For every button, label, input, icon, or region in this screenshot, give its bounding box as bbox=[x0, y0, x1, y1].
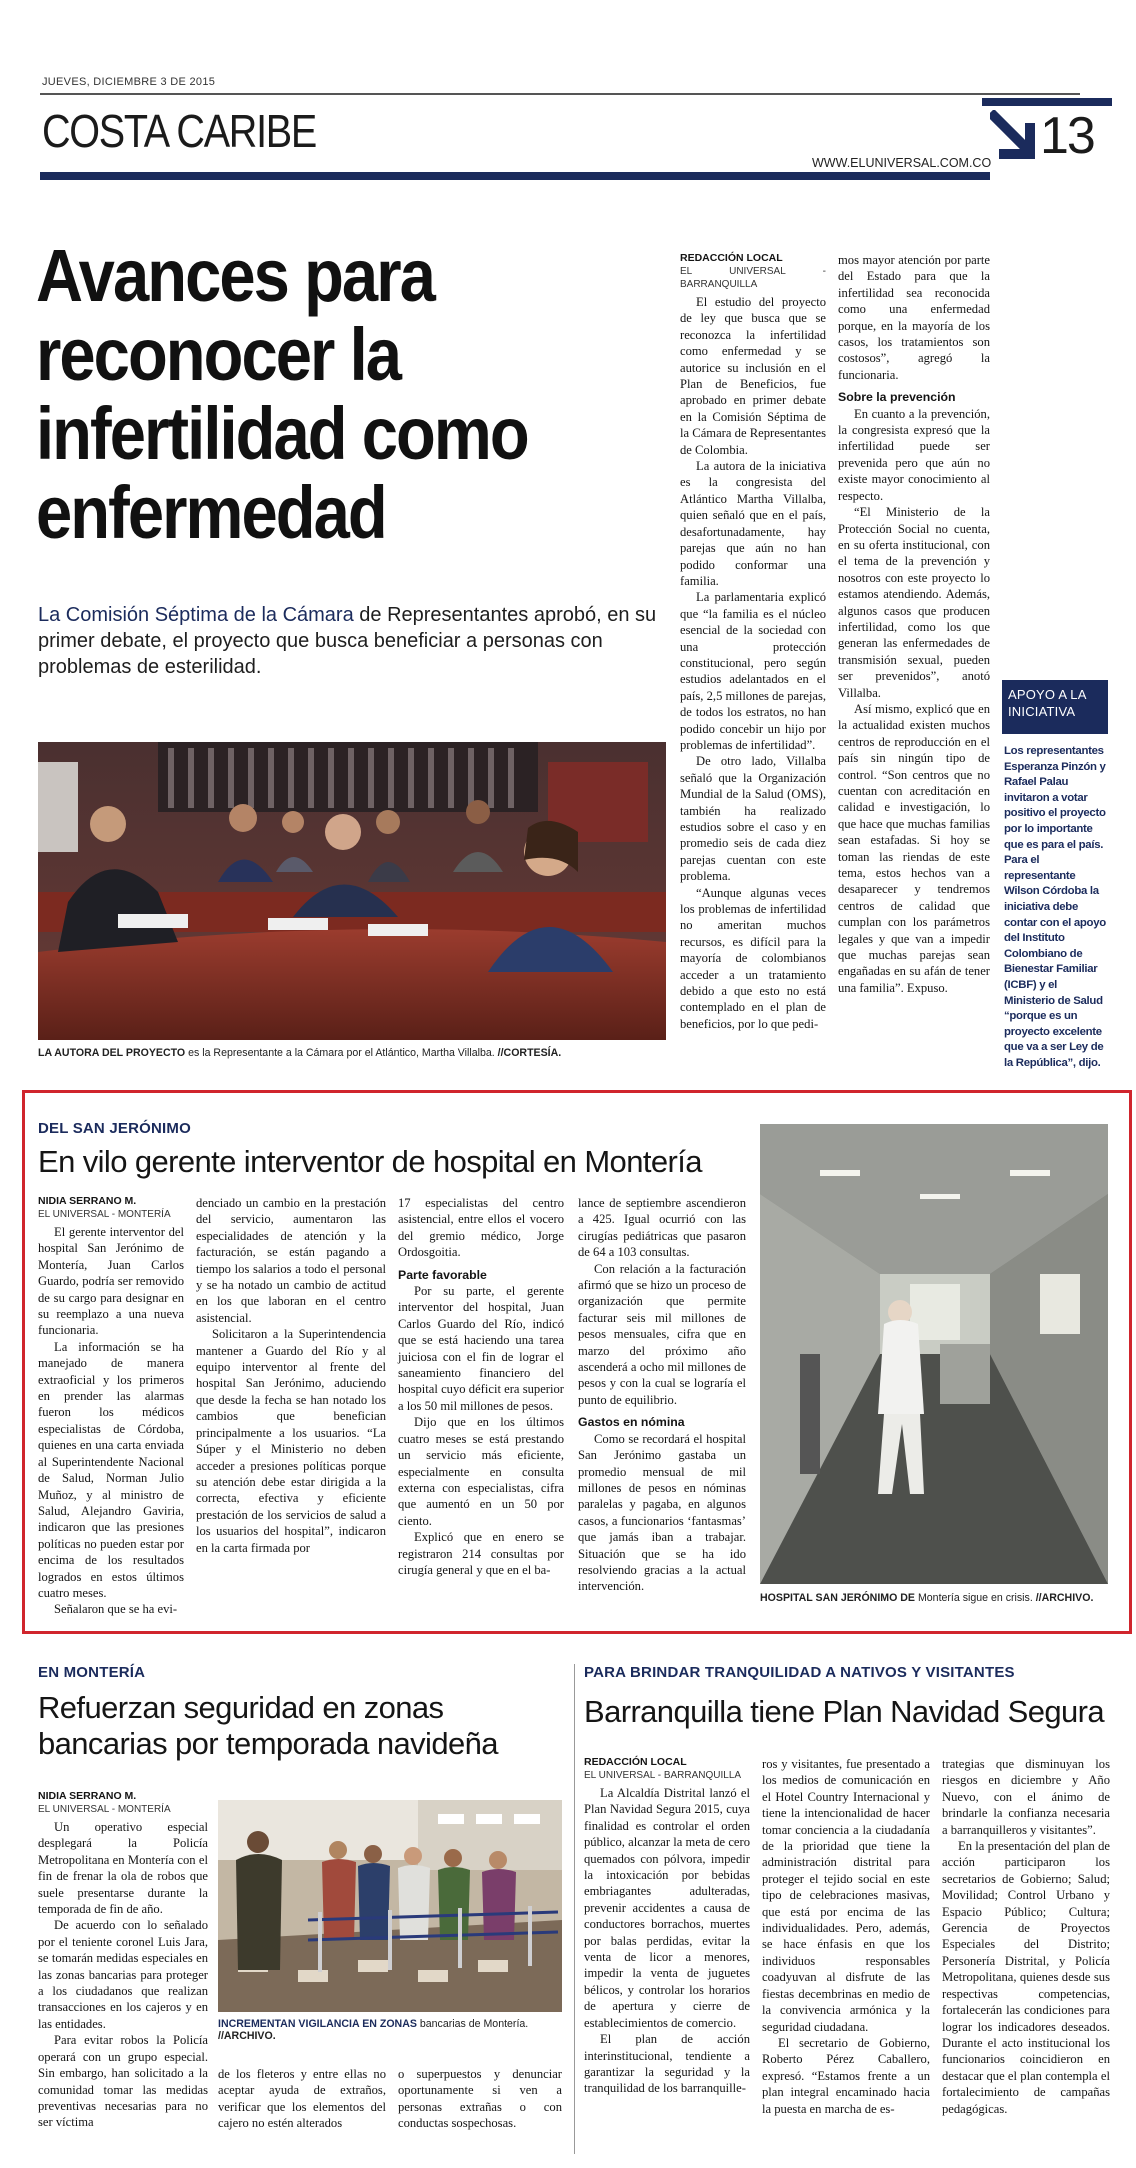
paragraph: Para evitar robos la Policía operará con un grupo especial. Sin embargo, han solicitado a la comunidad tomar las medidas preventivas necesarias para no ser víctima bbox=[38, 2033, 208, 2130]
paragraph: Dijo que en los últimos cuatro meses se está prestando un servicio más eficiente, especialmente en consulta externa con especialistas, cifra que aumentó en un 50 por ciento. bbox=[398, 1415, 564, 1528]
seguridad-column-1 bbox=[38, 1790, 208, 2131]
paragraph: “El Ministerio de la Protección Social no cuenta, en su oferta institucional, con el tema de la prevención y nosotros con este proyecto lo estamos atendiendo. Además, algunos casos que producen infertilidad, como los que generan las enfermedades de transmisión sexual, pueden ser prevenidos”, anotó Villalba. bbox=[838, 505, 990, 700]
paragraph: De otro lado, Villalba señaló que la Organización Mundial de la Salud (OMS), también ha realizado estudios sobre el caso y en promedio seis de cada diez parejas cuentan con este problema. bbox=[680, 754, 826, 884]
paragraph: ros y visitantes, fue presentado a los medios de comunicación en el Hotel Country Internacional y tiene la intencionalidad de hacer tomar conciencia a la ciudadanía de la prioridad que tiene la administración distrital para proteger el tejido social en este tipo de celebraciones masivas, que está por encima de las individualidades. Pero, además, se hace énfasis en que los individuos responsables coadyuvan al disfrute de las fiestas decembrinas en medio de la convivencia armónica y la seguridad ciudadana. bbox=[762, 1757, 930, 2034]
seguridad-byline-place: EL UNIVERSAL - MONTERÍA bbox=[38, 1804, 171, 1815]
hospital-column-1 bbox=[38, 1195, 184, 1618]
hospital-column-4 bbox=[578, 1195, 746, 1595]
hospital-caption-text: Montería sigue en crisis. bbox=[915, 1592, 1036, 1604]
hospital-photo-caption bbox=[760, 1592, 1120, 1604]
seguridad-byline-author: NIDIA SERRANO M. bbox=[38, 1790, 137, 1802]
lead-byline-author: REDACCIÓN LOCAL bbox=[680, 252, 783, 264]
hospital-subhead-1: Parte favorable bbox=[398, 1267, 487, 1282]
seguridad-photo-credit: //ARCHIVO. bbox=[218, 2030, 276, 2042]
edition-date: JUEVES, DICIEMBRE 3 DE 2015 bbox=[42, 76, 216, 88]
committee-photo-illustration bbox=[38, 742, 666, 1040]
paragraph: Por su parte, el gerente interventor del hospital, Juan Carlos Guardo del Río, indicó que se está haciendo una tarea juiciosa con el fin de lograr el saneamiento financiero del hospital cuyo déficit era superior a los 50 mil millones de pesos. bbox=[398, 1284, 564, 1413]
paragraph: de los fleteros y entre ellas no aceptar ayuda de extraños, verificar que los elementos del cajero no estén alterados bbox=[218, 2067, 386, 2131]
paragraph: mos mayor atención por parte del Estado para que la infertilidad sea reconocida como una enfermedad porque, en la mayoría de los casos, los tratamientos son costosos”, agregó la funcionaria. bbox=[838, 253, 990, 382]
column-divider bbox=[574, 1664, 575, 2154]
hospital-photo bbox=[760, 1124, 1108, 1584]
navidad-kicker: PARA BRINDAR TRANQUILIDAD A NATIVOS Y VISITANTES bbox=[584, 1664, 1015, 1681]
page-number-box bbox=[982, 98, 1112, 194]
lead-byline-place: EL UNIVERSAL - BARRANQUILLA bbox=[680, 266, 826, 290]
seguridad-photo-caption bbox=[218, 2018, 578, 2042]
navidad-column-1 bbox=[584, 1756, 750, 2097]
paragraph: El secretario de Gobierno, Roberto Pérez Caballero, expresó. “Estamos frente a un plan integral encaminado hacia la puesta en marcha de es- bbox=[762, 2035, 930, 2116]
hospital-byline-place: EL UNIVERSAL - MONTERÍA bbox=[38, 1209, 171, 1220]
sidebar-title: APOYO A LA INICIATIVA bbox=[1008, 687, 1086, 719]
lead-caption-text: es la Representante a la Cámara por el Atlántico, Martha Villalba. bbox=[185, 1047, 498, 1059]
header-top-rule bbox=[40, 93, 1080, 95]
seguridad-column-2 bbox=[218, 2066, 386, 2132]
paragraph: Como se recordará el hospital San Jerónimo gastaba un promedio mensual de mil millones de pesos en nóminas paralelas y pagaba, en algunos casos, a funcionarios ‘fantasmas’ que jamás iban a trabajar. Situación que se ha ido resolviendo gracias a la actual intervención. bbox=[578, 1431, 746, 1594]
paragraph: o superpuestos y denunciar oportunamente si ven a personas extrañas o con conductas sospechosas. bbox=[398, 2067, 562, 2131]
navidad-headline: Barranquilla tiene Plan Navidad Segura bbox=[584, 1694, 1105, 1729]
seguridad-caption-text: bancarias de Montería. bbox=[416, 2018, 529, 2030]
paragraph: En la presentación del plan de acción participaron los secretarios de Gobierno; Salud; Movilidad; Control Urbano y Espacio Público; Cultura; Gerencia de Proyectos Especiales del Distrito; Personería Distrital, y Policía Metropolitana, quienes desde sus respectivas competencias, fortalecerán las condiciones para lograr los indicadores deseados. Durante el acto institucional los funcionarios coincidieron en destacar que el plan contempla el fortalecimiento de campañas pedagógicas. bbox=[942, 1839, 1110, 2116]
paragraph: Solicitaron a la Superintendencia mantener a Guardo del Río y al equipo interventor al frente del hospital San Jerónimo, aduciendo que desde la fecha se han notado los cambios que benefician principalmente a los usuarios. “La Súper y el Ministerio no deben acceder a presiones políticas porque su atención debe estar dirigida a la correcta, efectiva y eficiente prestación de los servicios de salud a los usuarios del hospital”, indicaron en la carta firmada por bbox=[196, 1327, 386, 1555]
hospital-kicker: DEL SAN JERÓNIMO bbox=[38, 1120, 191, 1137]
bank-queue-illustration bbox=[218, 1800, 562, 2012]
paragraph: Explicó que en enero se registraron 214 consultas por cirugía general y que en el ba- bbox=[398, 1530, 564, 1577]
sidebar-text: Los representantes Esperanza Pinzón y Rafael Palau invitaron a votar positivo el proyecto por lo importante que es para el país. Para el representante Wilson Córdoba la iniciativa debe contar con el apoyo del Instituto Colombiano de Bienestar Familiar (ICBF) y el Ministerio de Salud “porque es un proyecto excelente que va a ser Ley de la República”, dijo. bbox=[1004, 745, 1106, 1069]
paragraph: El gerente interventor del hospital San Jerónimo de Montería, Juan Carlos Guardo, podría ser removido de su cargo para designar en su reemplazo a una nueva funcionaria. bbox=[38, 1225, 184, 1338]
sidebar-box bbox=[1002, 680, 1108, 734]
seguridad-kicker: EN MONTERÍA bbox=[38, 1664, 146, 1681]
paragraph: lance de septiembre ascendieron a 425. Igual ocurrió con las cirugías pediátricas que pasaron de 64 a 103 consultas. bbox=[578, 1196, 746, 1260]
hospital-byline-author: NIDIA SERRANO M. bbox=[38, 1195, 137, 1207]
hospital-corridor-illustration bbox=[760, 1124, 1108, 1584]
paragraph: La información se ha manejado de manera extraoficial y los primeros en prender las alarmas fueron los médicos especialistas de Córdoba, quienes en una carta enviada al Superintendente Nacional de Salud, Norman Julio Muñoz, y al ministro de Salud, Alejandro Gaviria, indicaron que las presiones políticas no pueden estar por encima de los resultados logrados en estos últimos cuatro meses. bbox=[38, 1339, 184, 1600]
navidad-column-3 bbox=[942, 1756, 1110, 2117]
navidad-byline-author: REDACCIÓN LOCAL bbox=[584, 1756, 687, 1768]
hospital-photo-credit: //ARCHIVO. bbox=[1035, 1592, 1094, 1604]
lead-caption-bold: LA AUTORA DEL PROYECTO bbox=[38, 1047, 186, 1059]
arrow-down-right-icon bbox=[990, 110, 1038, 166]
lead-subhead: Sobre la prevención bbox=[838, 390, 956, 405]
hospital-subhead-2: Gastos en nómina bbox=[578, 1415, 685, 1430]
seguridad-photo bbox=[218, 1800, 562, 2012]
lead-headline: Avances para reconocer la infertilidad como enfermedad bbox=[36, 234, 528, 554]
page-number: 13 bbox=[1040, 107, 1094, 165]
paragraph: El plan de acción interinstitucional, tendiente a garantizar la seguridad y la tranquilidad de los barranquille- bbox=[584, 2032, 750, 2096]
navidad-column-2 bbox=[762, 1756, 930, 2117]
paragraph: denciado un cambio en la prestación del servicio, aumentaron las especialidades de atención y la facturación, se están pagando a tiempo los salarios a todo el personal y se ha notado un cambio de actitud en los que laboran en el centro asistencial. bbox=[196, 1196, 386, 1325]
section-rule bbox=[40, 172, 990, 180]
paragraph: “Aunque algunas veces los problemas de infertilidad no ameritan muchos recursos, es difícil para la mayoría de colombianos acceder a un tratamiento debido a que esto no está contemplado en el plan de beneficios, por lo que pedi- bbox=[680, 885, 826, 1031]
lead-column-2 bbox=[838, 252, 990, 996]
paragraph: Un operativo especial desplegará la Policía Metropolitana en Montería con el fin de frenar la ola de robos que suele presentarse durante la temporada de fin de año. bbox=[38, 1820, 208, 1917]
paragraph: Con relación a la facturación afirmó que se hizo un proceso de organización que permite facturar seis mil millones de pesos mensuales, cifra que en marzo del próximo año ascenderá a ocho mil millones de pesos y con la cual se lograría el punto de equilibrio. bbox=[578, 1261, 746, 1407]
lead-photo-caption bbox=[38, 1047, 678, 1059]
paragraph: Señalaron que se ha evi- bbox=[54, 1602, 178, 1617]
hospital-headline: En vilo gerente interventor de hospital en Montería bbox=[38, 1144, 702, 1179]
paragraph: En cuanto a la prevención, la congresista expresó que la infertilidad puede ser prevenida pero que aún no existe mayor conocimiento al respecto. bbox=[838, 406, 990, 503]
seguridad-column-3 bbox=[398, 2066, 562, 2132]
seguridad-caption-bold: INCREMENTAN VIGILANCIA EN ZONAS bbox=[218, 2018, 417, 2030]
hospital-column-3 bbox=[398, 1195, 564, 1578]
paragraph: El estudio del proyecto de ley que busca que se reconozca la infertilidad como enfermedad y se autorice su inclusión en el Plan de Beneficios, fue aprobado en primer debate en la Comisión Séptima de la Cámara de Representantes de Colombia. bbox=[680, 295, 826, 457]
paragraph: trategias que disminuyan los riesgos en diciembre y Año Nuevo, con el ánimo de brindarle la confianza necesaria a barranquilleros y visitantes”. bbox=[942, 1757, 1110, 1837]
navidad-byline-place: EL UNIVERSAL - BARRANQUILLA bbox=[584, 1770, 742, 1781]
section-title: COSTA CARIBE bbox=[42, 105, 316, 157]
paragraph: Así mismo, explicó que en la actualidad existen muchos centros de reproducción en el país sin ningún tipo de control. “Son centros que no cuentan con acreditación en calidad e investigación, lo que hace que muchas familias sean estafadas. Si hoy se toman las riendas de este tema, estos hechos van a desaparecer y tendremos centros de calidad que cumplan con los parámetros legales y que van a impedir que muchas parejas sean engañadas en su afán de tener una familia”. Expuso. bbox=[838, 701, 990, 995]
hospital-column-2 bbox=[196, 1195, 386, 1556]
paragraph: 17 especialistas del centro asistencial, entre ellos el vocero del gremio médico, Jorge Ordosgoitia. bbox=[398, 1196, 564, 1260]
paragraph: La Alcaldía Distrital lanzó el Plan Navidad Segura 2015, cuya finalidad es controlar el orden público, alcanzar la meta de cero quemados con pólvora, impedir la intoxicación por bebidas embriagantes adulteradas, prevenir accidentes a causa de conductores borrachos, muertes por balas perdidas, evitar la venta de licor a menores, impedir la venta de juguetes bélicos, y controlar los horarios de apertura y cierre de establecimientos de comercio. bbox=[584, 1786, 750, 2030]
lead-deck-highlight: La Comisión Séptima de la Cámara bbox=[38, 604, 354, 626]
paragraph: De acuerdo con lo señalado por el teniente coronel Luis Jara, se tomarán medidas especiales en las zonas bancarias para proteger a los ciudadanos que realizan transacciones en los cajeros y en las entidades. bbox=[38, 1918, 208, 2031]
lead-photo-credit: //CORTESÍA. bbox=[497, 1047, 562, 1059]
lead-photo bbox=[38, 742, 666, 1040]
seguridad-headline-line-2: bancarias por temporada navideña bbox=[38, 1726, 498, 1761]
website-url: WWW.ELUNIVERSAL.COM.CO bbox=[812, 156, 992, 170]
lead-column-1 bbox=[680, 252, 826, 1032]
paragraph: La autora de la iniciativa es la congresista del Atlántico Martha Villalba, quien señaló que en el país, desafortunadamente, hay parejas que aún no han podido conformar una familia. bbox=[680, 459, 826, 588]
lead-deck bbox=[38, 602, 658, 680]
paragraph: La parlamentaria explicó que “la familia es el núcleo esencial de la sociedad con una protección constitucional, pero según estudios adelantados en el país, 2,5 millones de parejas, de todos los estratos, no han podido concebir un hijo por problemas de infertilidad”. bbox=[680, 590, 826, 752]
seguridad-headline-line-1: Refuerzan seguridad en zonas bbox=[38, 1690, 444, 1725]
lead-deck-text: de Representantes aprobó, en su primer debate, el proyecto que busca beneficiar a personas con problemas de esterilidad. bbox=[38, 604, 657, 678]
hospital-caption-bold: HOSPITAL SAN JERÓNIMO DE bbox=[760, 1592, 916, 1604]
